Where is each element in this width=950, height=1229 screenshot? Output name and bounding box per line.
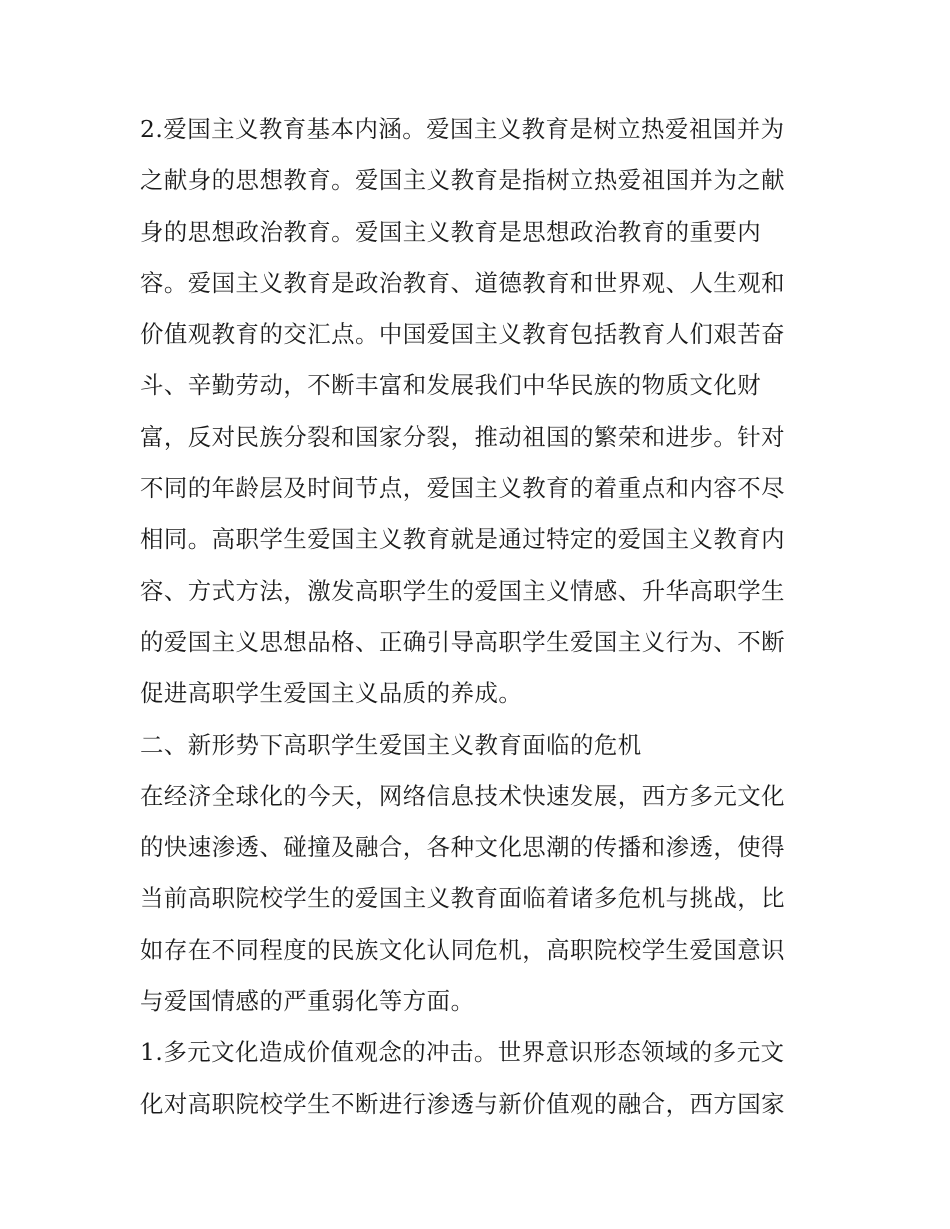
text-line: 促进高职学生爱国主义品质的养成。: [140, 679, 523, 708]
text-line: 容、方式方法，激发高职学生的爱国主义情感、升华高职学生: [140, 576, 786, 605]
text-line: 相同。高职学生爱国主义教育就是通过特定的爱国主义教育内: [140, 525, 786, 554]
document-page: [140, 104, 812, 1130]
text-line: 之献身的思想教育。爱国主义教育是指树立热爱祖国并为之献: [140, 166, 786, 195]
text-line: 的快速渗透、碰撞及融合，各种文化思潮的传播和渗透，使得: [140, 833, 786, 862]
text-line: 2.爱国主义教育基本内涵。爱国主义教育是树立热爱祖国并为: [140, 115, 785, 143]
paragraph-multicultural-impact: [140, 1027, 812, 1130]
text-line: 不同的年龄层及时间节点，爱国主义教育的着重点和内容不尽: [140, 474, 786, 503]
text-line: 化对高职院校学生不断进行渗透与新价值观的融合，西方国家: [140, 1089, 786, 1118]
text-line: 富，反对民族分裂和国家分裂，推动祖国的繁荣和进步。针对: [140, 422, 786, 451]
text-line: 如存在不同程度的民族文化认同危机，高职院校学生爱国意识: [140, 935, 786, 964]
heading-line: 二、新形势下高职学生爱国主义教育面临的危机: [140, 730, 642, 759]
text-line: 当前高职院校学生的爱国主义教育面临着诸多危机与挑战，比: [140, 884, 786, 913]
text-line: 的爱国主义思想品格、正确引导高职学生爱国主义行为、不断: [140, 627, 786, 656]
text-line: 价值观教育的交汇点。中国爱国主义教育包括教育人们艰苦奋: [140, 320, 786, 349]
text-line: 身的思想政治教育。爱国主义教育是思想政治教育的重要内: [140, 217, 762, 246]
paragraph-patriotism-connotation: [140, 104, 812, 720]
section-heading: [140, 720, 812, 771]
text-line: 斗、辛勤劳动，不断丰富和发展我们中华民族的物质文化财: [140, 371, 762, 400]
text-line: 与爱国情感的严重弱化等方面。: [140, 987, 475, 1016]
paragraph-crisis-intro: [140, 771, 812, 1027]
text-line: 容。爱国主义教育是政治教育、道德教育和世界观、人生观和: [140, 268, 786, 297]
text-line: 在经济全球化的今天，网络信息技术快速发展，西方多元文化: [140, 781, 786, 810]
text-line: 1.多元文化造成价值观念的冲击。世界意识形态领域的多元文: [140, 1038, 785, 1067]
